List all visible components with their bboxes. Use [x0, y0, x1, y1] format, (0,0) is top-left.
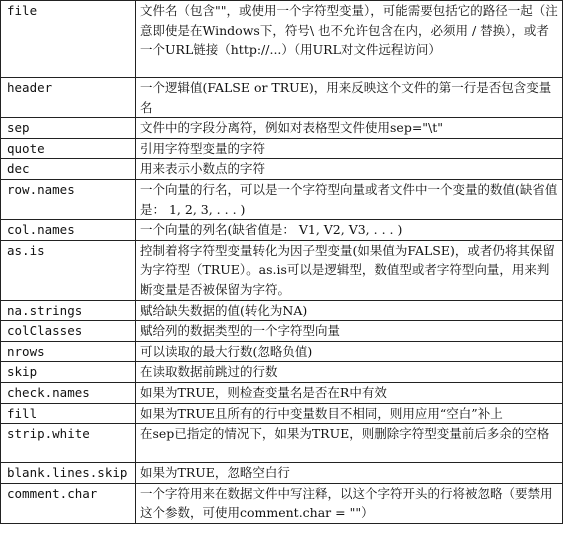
table-row [1, 382, 563, 403]
table-row [1, 300, 563, 321]
param-description: 用来表示小数点的字符 [136, 159, 563, 180]
param-name: col.names [1, 220, 136, 241]
table-row [1, 78, 563, 118]
param-name: blank.lines.skip [1, 463, 136, 484]
param-description: 文件中的字段分离符，例如对表格型文件使用sep="\t" [136, 118, 563, 139]
param-name: as.is [1, 240, 136, 300]
param-name: check.names [1, 382, 136, 403]
table-row [1, 138, 563, 159]
param-name: quote [1, 138, 136, 159]
param-name: na.strings [1, 300, 136, 321]
param-description: 文件名（包含""，或使用一个字符型变量），可能需要包括它的路径一起（注意即使是在Windows下，符号\ 也不允许包含在内，必须用 / 替换），或者一个URL链接（http://...）（用URL对文件远程访问） [136, 1, 563, 78]
param-description: 如果为TRUE，忽略空白行 [136, 463, 563, 484]
table-row [1, 483, 563, 523]
table-row [1, 362, 563, 383]
table-row [1, 179, 563, 219]
table-row [1, 159, 563, 180]
param-description: 一个向量的列名(缺省值是： V1, V2, V3, . . . ) [136, 220, 563, 241]
table-row [1, 220, 563, 241]
param-name: header [1, 78, 136, 118]
param-name: skip [1, 362, 136, 383]
param-description: 引用字符型变量的字符 [136, 138, 563, 159]
param-description: 在读取数据前跳过的行数 [136, 362, 563, 383]
param-description: 如果为TRUE且所有的行中变量数目不相同，则用应用“空白”补上 [136, 403, 563, 424]
table-row [1, 118, 563, 139]
table-row [1, 424, 563, 463]
table-row [1, 341, 563, 362]
table-row [1, 403, 563, 424]
param-name: nrows [1, 341, 136, 362]
param-description: 赋给列的数据类型的一个字符型向量 [136, 321, 563, 342]
param-description: 一个逻辑值(FALSE or TRUE)，用来反映这个文件的第一行是否包含变量名 [136, 78, 563, 118]
param-description: 一个字符用来在数据文件中写注释，以这个字符开头的行将被忽略（要禁用这个参数，可使用comment.char = ""） [136, 483, 563, 523]
table-row [1, 1, 563, 78]
table-row [1, 240, 563, 300]
param-name: colClasses [1, 321, 136, 342]
param-name: sep [1, 118, 136, 139]
table-row [1, 463, 563, 484]
param-description: 赋给缺失数据的值(转化为NA) [136, 300, 563, 321]
param-name: row.names [1, 179, 136, 219]
param-description: 一个向量的行名，可以是一个字符型向量或者文件中一个变量的数值(缺省值是： 1, 2, 3, . . . ) [136, 179, 563, 219]
param-description: 可以读取的最大行数(忽略负值) [136, 341, 563, 362]
param-name: comment.char [1, 483, 136, 523]
table-row [1, 321, 563, 342]
param-name: file [1, 1, 136, 78]
param-description: 如果为TRUE，则检查变量名是否在R中有效 [136, 382, 563, 403]
param-description: 控制着将字符型变量转化为因子型变量(如果值为FALSE)，或者仍将其保留为字符型（TRUE）。as.is可以是逻辑型，数值型或者字符型向量，用来判断变量是否被保留为字符。 [136, 240, 563, 300]
param-name: dec [1, 159, 136, 180]
param-name: fill [1, 403, 136, 424]
param-description: 在sep已指定的情况下，如果为TRUE，则删除字符型变量前后多余的空格 [136, 424, 563, 463]
param-name: strip.white [1, 424, 136, 463]
